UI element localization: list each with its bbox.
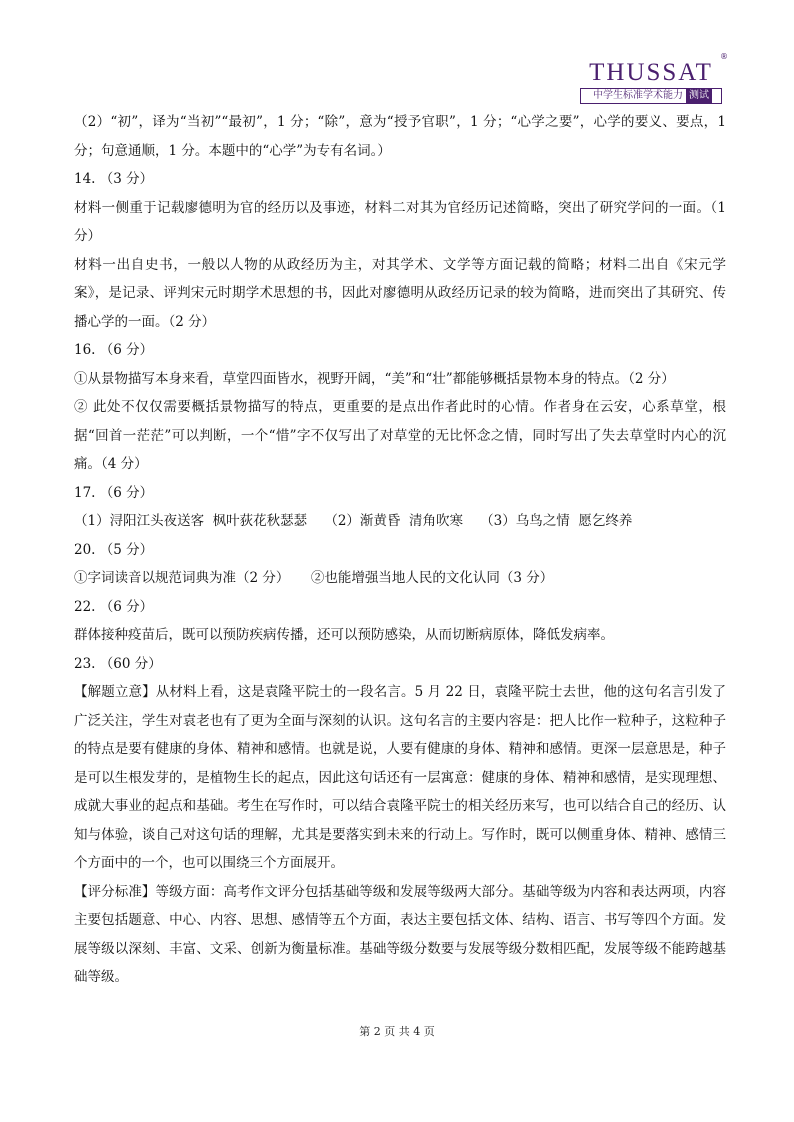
q23-heading: 23. （60 分） <box>74 655 162 672</box>
q22-answer: 群体接种疫苗后，既可以预防疾病传播，还可以预防感染，从而切断病原体，降低发病率。 <box>74 627 614 643</box>
page-footer: 第 2 页 共 4 页 <box>359 1025 435 1038</box>
q14-answer-1: 材料一侧重于记载廖德明为官的经历以及事迹，材料二对其为官经历记述简略，突出了研究学问的一面。（1 分） <box>74 199 726 244</box>
q20-answer: ①字词读音以规范词典为准（2 分） ②也能增强当地人民的文化认同（3 分） <box>74 570 554 586</box>
logo-subtitle <box>580 88 722 104</box>
q17-answer: （1）浔阳江头夜送客 枫叶荻花秋瑟瑟 （2）渐黄昏 清角吹寒 （3）乌鸟之情 愿乞终养 <box>74 513 633 529</box>
q14-heading: 14. （3 分） <box>74 171 154 187</box>
thussat-logo <box>580 52 728 104</box>
q17-heading: 17. （6 分） <box>74 484 154 501</box>
logo-brand: THUSSAT <box>589 59 713 86</box>
q16-answer-1: ①从景物描写本身来看，草堂四面皆水，视野开阔，“美”和“壮”都能够概括景物本身的特点。（2 分） <box>74 370 675 387</box>
answer-key-body <box>74 108 726 992</box>
q13-explanation: （2）“初”，译为“当初”“最初”，1 分；“除”，意为“授予官职”，1 分；“心学之要”，心学的要义、要点，1 分；句意通顺，1 分。本题中的“心学”为专有名词。） <box>74 114 726 159</box>
q16-heading: 16. （6 分） <box>74 342 154 358</box>
logo-subtitle-text: 中学生标准学术能力 <box>593 90 683 101</box>
q23-scoring: 【评分标准】等级方面：高考作文评分包括基础等级和发展等级两大部分。基础等级为内容和表达两项，内容主要包括题意、中心、内容、思想、感情等五个方面，表达主要包括文体、结构、语言、书写等四个方面。发展等级以深刻、丰富、文采、创新为衡量标准。基础等级分数要与发展等级分数相匹配，发展等级不能跨越基础等级。 <box>74 883 726 985</box>
registered-mark-icon: ® <box>720 52 728 61</box>
q14-answer-2: 材料一出自史书，一般以人物的从政经历为主，对其学术、文学等方面记载的简略；材料二出自《宋元学案》，是记录、评判宋元时期学术思想的书，因此对廖德明从政经历记录的较为简略，进而突出了其研究、传播心学的一面。（2 分） <box>74 256 726 330</box>
q22-heading: 22. （6 分） <box>74 598 154 615</box>
q20-heading: 20. （5 分） <box>74 541 154 558</box>
q16-answer-2: ② 此处不仅仅需要概括景物描写的特点，更重要的是点出作者此时的心情。作者身在云安，心系草堂，根据“回首一茫茫”可以判断，一个“惜”字不仅写出了对草堂的无比怀念之情，同时写出了失去草堂时内心的沉痛。（4 分） <box>74 399 726 472</box>
logo-subtitle-highlight: 测试 <box>686 89 712 103</box>
q23-intent: 【解题立意】从材料上看，这是袁隆平院士的一段名言。5 月 22 日，袁隆平院士去世，他的这句名言引发了广泛关注，学生对袁老也有了更为全面与深刻的认识。这句名言的主要内容是：把人比作一粒种子，这粒种子的特点是要有健康的身体、精神和感情。也就是说，人要有健康的身体、精神和感情。更深一层意思是，种子是可以生根发芽的，是植物生长的起点，因此这句话还有一层寓意：健康的身体、精神和感情，是实现理想、成就大事业的起点和基础。考生在写作时，可以结合袁隆平院士的相关经历来写，也可以结合自己的经历、认知与体验，谈自己对这句话的理解，尤其是要落实到未来的行动上。写作时，既可以侧重身体、精神、感情三个方面中的一个，也可以围绕三个方面展开。 <box>74 684 726 871</box>
